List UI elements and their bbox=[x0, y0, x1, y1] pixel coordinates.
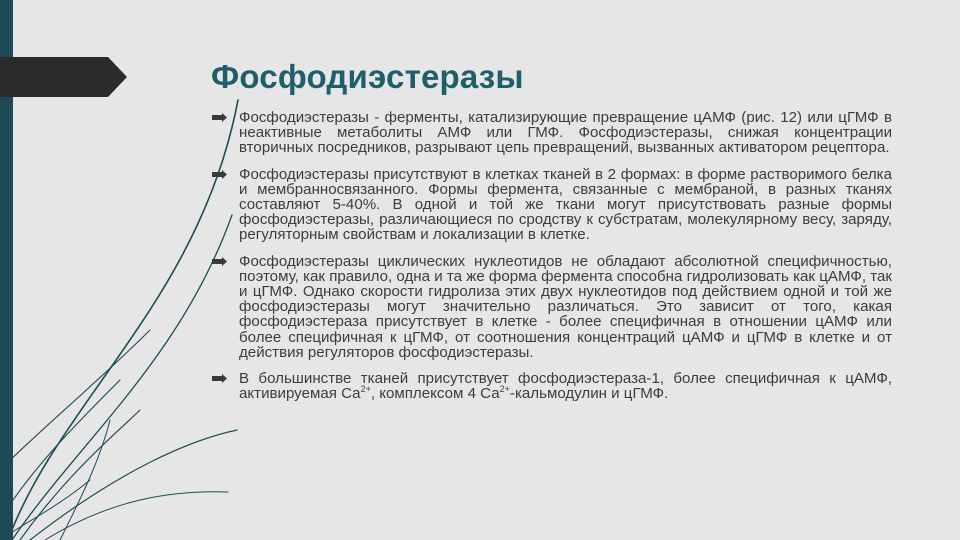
bullet-item bbox=[212, 167, 892, 243]
bullet-text: Фосфодиэстеразы - ферменты, катализирующие превращение цАМФ (рис. 12) или цГМФ в неактивные метаболиты АМФ или ГМФ. Фосфодиэстеразы, снижая концентрации вторичных посредников, разрывают цепь превращений, вызванных активатором рецептора. bbox=[239, 109, 892, 157]
bullet-item bbox=[212, 254, 892, 360]
bullet-text: Фосфодиэстеразы циклических нуклеотидов не обладают абсолютной специфичностью, поэтому, как правило, одна и та же форма фермента способна гидролизовать как цАМФ, так и цГМФ. Однако скорости гидролиза этих двух нуклеотидов под действием одной и той же фосфодиэстеразы могут значительно различаться. Это зависит от того, какая фосфодиэстераза присутствует в клетке - более специфичная в отношении цАМФ или более специфичная к цГМФ, от соотношения концентраций цАМФ и цГМФ в клетке и от действия регуляторов фосфодиэстеразы. bbox=[239, 252, 892, 361]
arrow-bullet-icon bbox=[212, 113, 227, 122]
superscript-charge: 2+ bbox=[499, 384, 510, 395]
bullet-list bbox=[212, 110, 892, 412]
arrow-bullet-icon bbox=[212, 257, 227, 266]
title-tab-shape bbox=[0, 57, 130, 97]
bullet-item bbox=[212, 110, 892, 156]
slide-title: Фосфодиэстеразы bbox=[211, 58, 524, 95]
bullet-text: Фосфодиэстеразы присутствуют в клетках тканей в 2 формах: в форме растворимого белка и мембранносвязанного. Формы фермента, связанные с мембраной, в разных тканях составляют 5-40%. В одной и той же ткани могут присутствовать разные формы фосфодиэстеразы, различающиеся по сродству к субстратам, молекулярному весу, заряду, регуляторным свойствам и локализации в клетке. bbox=[239, 165, 892, 244]
bullet-text bbox=[239, 371, 892, 401]
bullet-text-part: -кальмодулин и цГМФ. bbox=[509, 385, 669, 403]
bullet-text-part: В большинстве тканей присутствует фосфодиэстераза-1, более специфичная к цАМФ, активируемая Са bbox=[239, 370, 892, 403]
bullet-item bbox=[212, 371, 892, 401]
superscript-charge: 2+ bbox=[360, 384, 371, 395]
arrow-bullet-icon bbox=[212, 374, 227, 383]
arrow-bullet-icon bbox=[212, 170, 227, 179]
bullet-text-part: , комплексом 4 Са bbox=[370, 385, 500, 403]
